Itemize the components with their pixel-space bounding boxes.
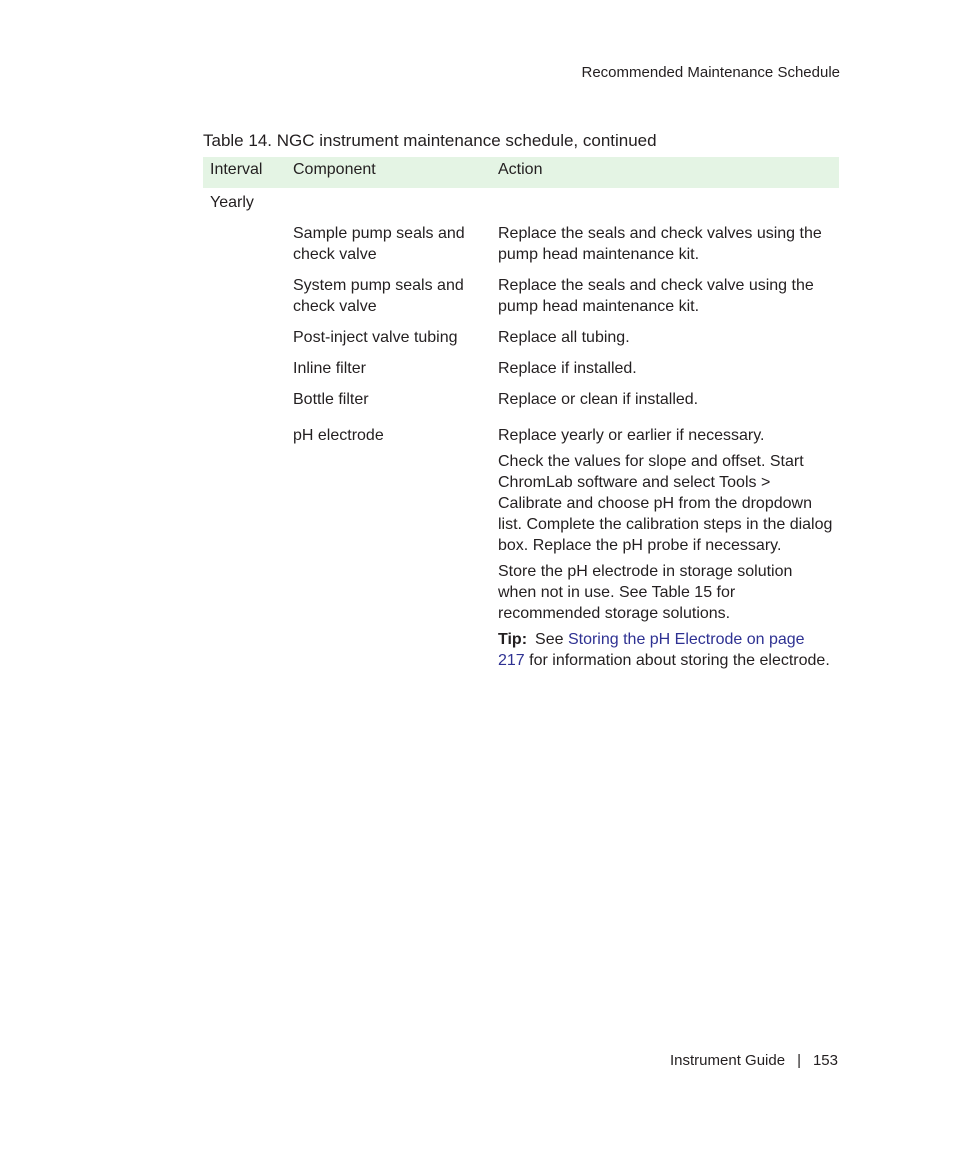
table-row — [203, 218, 839, 270]
interval-row — [203, 188, 839, 218]
table-row — [203, 322, 839, 353]
empty-cell — [203, 270, 286, 322]
action-cell: Replace all tubing. — [498, 329, 630, 346]
tip-label: Tip: — [498, 631, 528, 648]
column-header-interval: Interval — [210, 161, 263, 178]
action-cell: Replace the seals and check valves using the pump head maintenance kit. — [498, 225, 822, 263]
empty-cell — [203, 415, 286, 681]
component-cell: Post-inject valve tubing — [293, 329, 458, 346]
tip-suffix: for information about storing the electrode. — [529, 652, 830, 669]
action-paragraph: Check the values for slope and offset. Start ChromLab software and select Tools > Calibrate and choose pH from the dropdown list. Complete the calibration steps in the dialog box. Replace the pH probe if necessary. — [498, 453, 833, 554]
action-cell: Replace if installed. — [498, 360, 637, 377]
component-cell: Inline filter — [293, 360, 366, 377]
component-cell: pH electrode — [293, 427, 384, 444]
table-row — [203, 353, 839, 384]
maintenance-schedule-table — [203, 157, 839, 681]
action-paragraph: Store the pH electrode in storage solution when not in use. See Table 15 for recommended storage solutions. — [498, 563, 793, 622]
action-cell: Replace the seals and check valve using the pump head maintenance kit. — [498, 277, 814, 315]
tip-prefix: See — [535, 631, 564, 648]
empty-cell — [203, 322, 286, 353]
running-header: Recommended Maintenance Schedule — [581, 64, 840, 81]
page-number: 153 — [812, 1052, 838, 1069]
action-cell: Replace or clean if installed. — [498, 391, 699, 408]
empty-cell — [203, 384, 286, 415]
table-row — [203, 270, 839, 322]
interval-cell: Yearly — [210, 194, 254, 211]
footer-guide-name: Instrument Guide — [670, 1052, 786, 1069]
page-footer — [670, 1052, 838, 1069]
footer-separator: | — [797, 1052, 801, 1069]
component-cell: Bottle filter — [293, 391, 369, 408]
table-row-ph-electrode — [203, 415, 839, 681]
column-header-action: Action — [498, 161, 543, 178]
empty-cell — [203, 218, 286, 270]
tip-note — [498, 629, 833, 671]
column-header-component: Component — [293, 161, 376, 178]
empty-cell — [203, 353, 286, 384]
empty-cell — [286, 188, 491, 218]
table-caption: Table 14. NGC instrument maintenance schedule, continued — [203, 131, 657, 150]
action-paragraph: Replace yearly or earlier if necessary. — [498, 427, 765, 444]
empty-cell — [491, 188, 839, 218]
component-cell: System pump seals and check valve — [293, 277, 464, 315]
table-row — [203, 384, 839, 415]
table-header-row — [203, 157, 839, 188]
maintenance-table-container — [203, 157, 839, 681]
storing-ph-electrode-link[interactable]: Storing the pH Electrode on page 217 — [498, 631, 805, 669]
component-cell: Sample pump seals and check valve — [293, 225, 465, 263]
action-cell-ph — [491, 415, 839, 681]
